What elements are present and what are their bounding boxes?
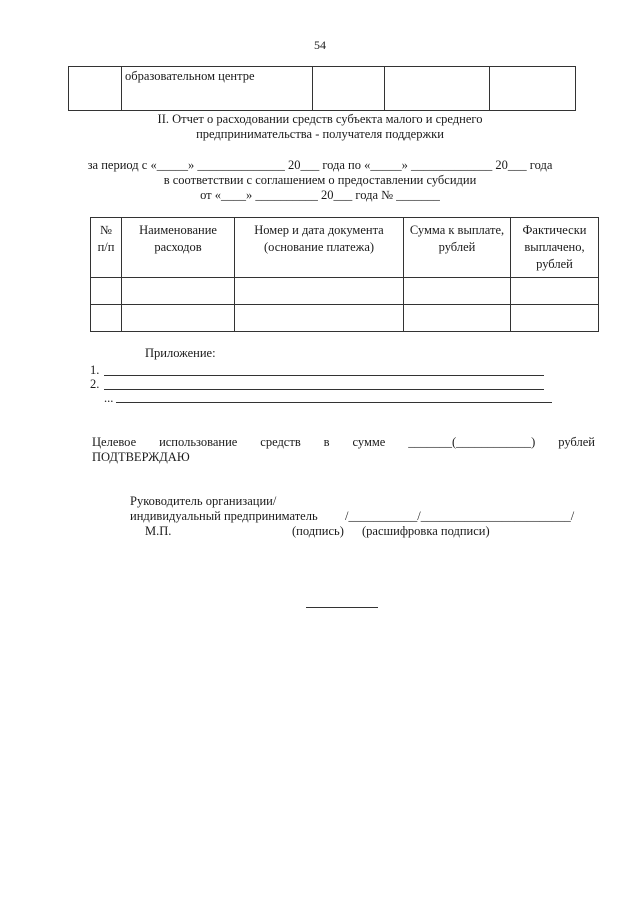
signature-slots[interactable]: /___________/________________________/ [345,509,575,523]
table-cell[interactable] [511,278,599,305]
table-cell[interactable] [404,278,511,305]
column-header-amount-due: Сумма к выплате, рублей [404,218,511,278]
confirmation-word: сумме [352,435,386,449]
attachment-item-3-ellipsis: ... [104,391,114,405]
table-cell[interactable] [91,278,122,305]
confirmation-sentence [92,435,595,450]
table-cell[interactable] [235,305,404,332]
confirmed-label: ПОДТВЕРЖДАЮ [92,450,190,464]
stamp-label: М.П. [145,524,172,538]
attachment-item-2-number: 2. [90,377,100,391]
table-cell[interactable] [404,305,511,332]
top-table-cell-3 [313,67,385,111]
confirmation-word: использование [159,435,238,449]
page-number: 54 [314,38,326,52]
attachment-item-1-number: 1. [90,363,100,377]
confirmation-word: рублей [558,435,595,449]
signature-caption: (подпись) [292,524,344,538]
top-table-cell-5 [490,67,576,111]
attachment-item-2-line[interactable] [104,389,544,390]
head-of-organization-label: Руководитель организации/ [130,494,277,508]
table-cell[interactable] [122,305,235,332]
section-title-line1: II. Отчет о расходовании средств субъекта малого и среднего [157,112,483,126]
table-cell[interactable] [235,278,404,305]
agreement-line: в соответствии с соглашением о предоставлении субсидии [163,173,477,187]
entrepreneur-label: индивидуальный предприниматель [130,509,318,523]
table-cell[interactable] [91,305,122,332]
attachment-item-1-line[interactable] [104,375,544,376]
attachment-item-3-line[interactable] [116,402,552,403]
confirmation-word: средств [260,435,301,449]
top-table-cell-1 [69,67,122,111]
column-header-document: Номер и дата документа (основание платежа) [235,218,404,278]
table-cell[interactable] [511,305,599,332]
period-line: за период с «_____» ______________ 20___ года по «_____» _____________ 20___ года [87,158,553,172]
top-table-text: образовательном центре [125,69,255,83]
column-header-expense-name: Наименование расходов [122,218,235,278]
table-cell[interactable] [122,278,235,305]
top-table-fragment [68,66,576,111]
amount-field[interactable]: _______(____________) [408,435,536,449]
signature-decoding-caption: (расшифровка подписи) [362,524,490,538]
table-row [91,278,599,305]
table-header-row [91,218,599,278]
top-table-cell-2 [122,67,313,111]
confirmation-word: Целевое [92,435,137,449]
end-separator [306,607,378,608]
attachment-label: Приложение: [145,346,216,360]
agreement-date-line: от «____» __________ 20___ года № _______ [200,188,440,202]
section-title-line2: предпринимательства - получателя поддержки [196,127,444,141]
top-table-cell-4 [385,67,490,111]
column-header-actually-paid: Фактически выплачено, рублей [511,218,599,278]
column-header-number: № п/п [91,218,122,278]
table-row [91,305,599,332]
confirmation-word: в [323,435,330,449]
expense-report-table [90,217,599,332]
